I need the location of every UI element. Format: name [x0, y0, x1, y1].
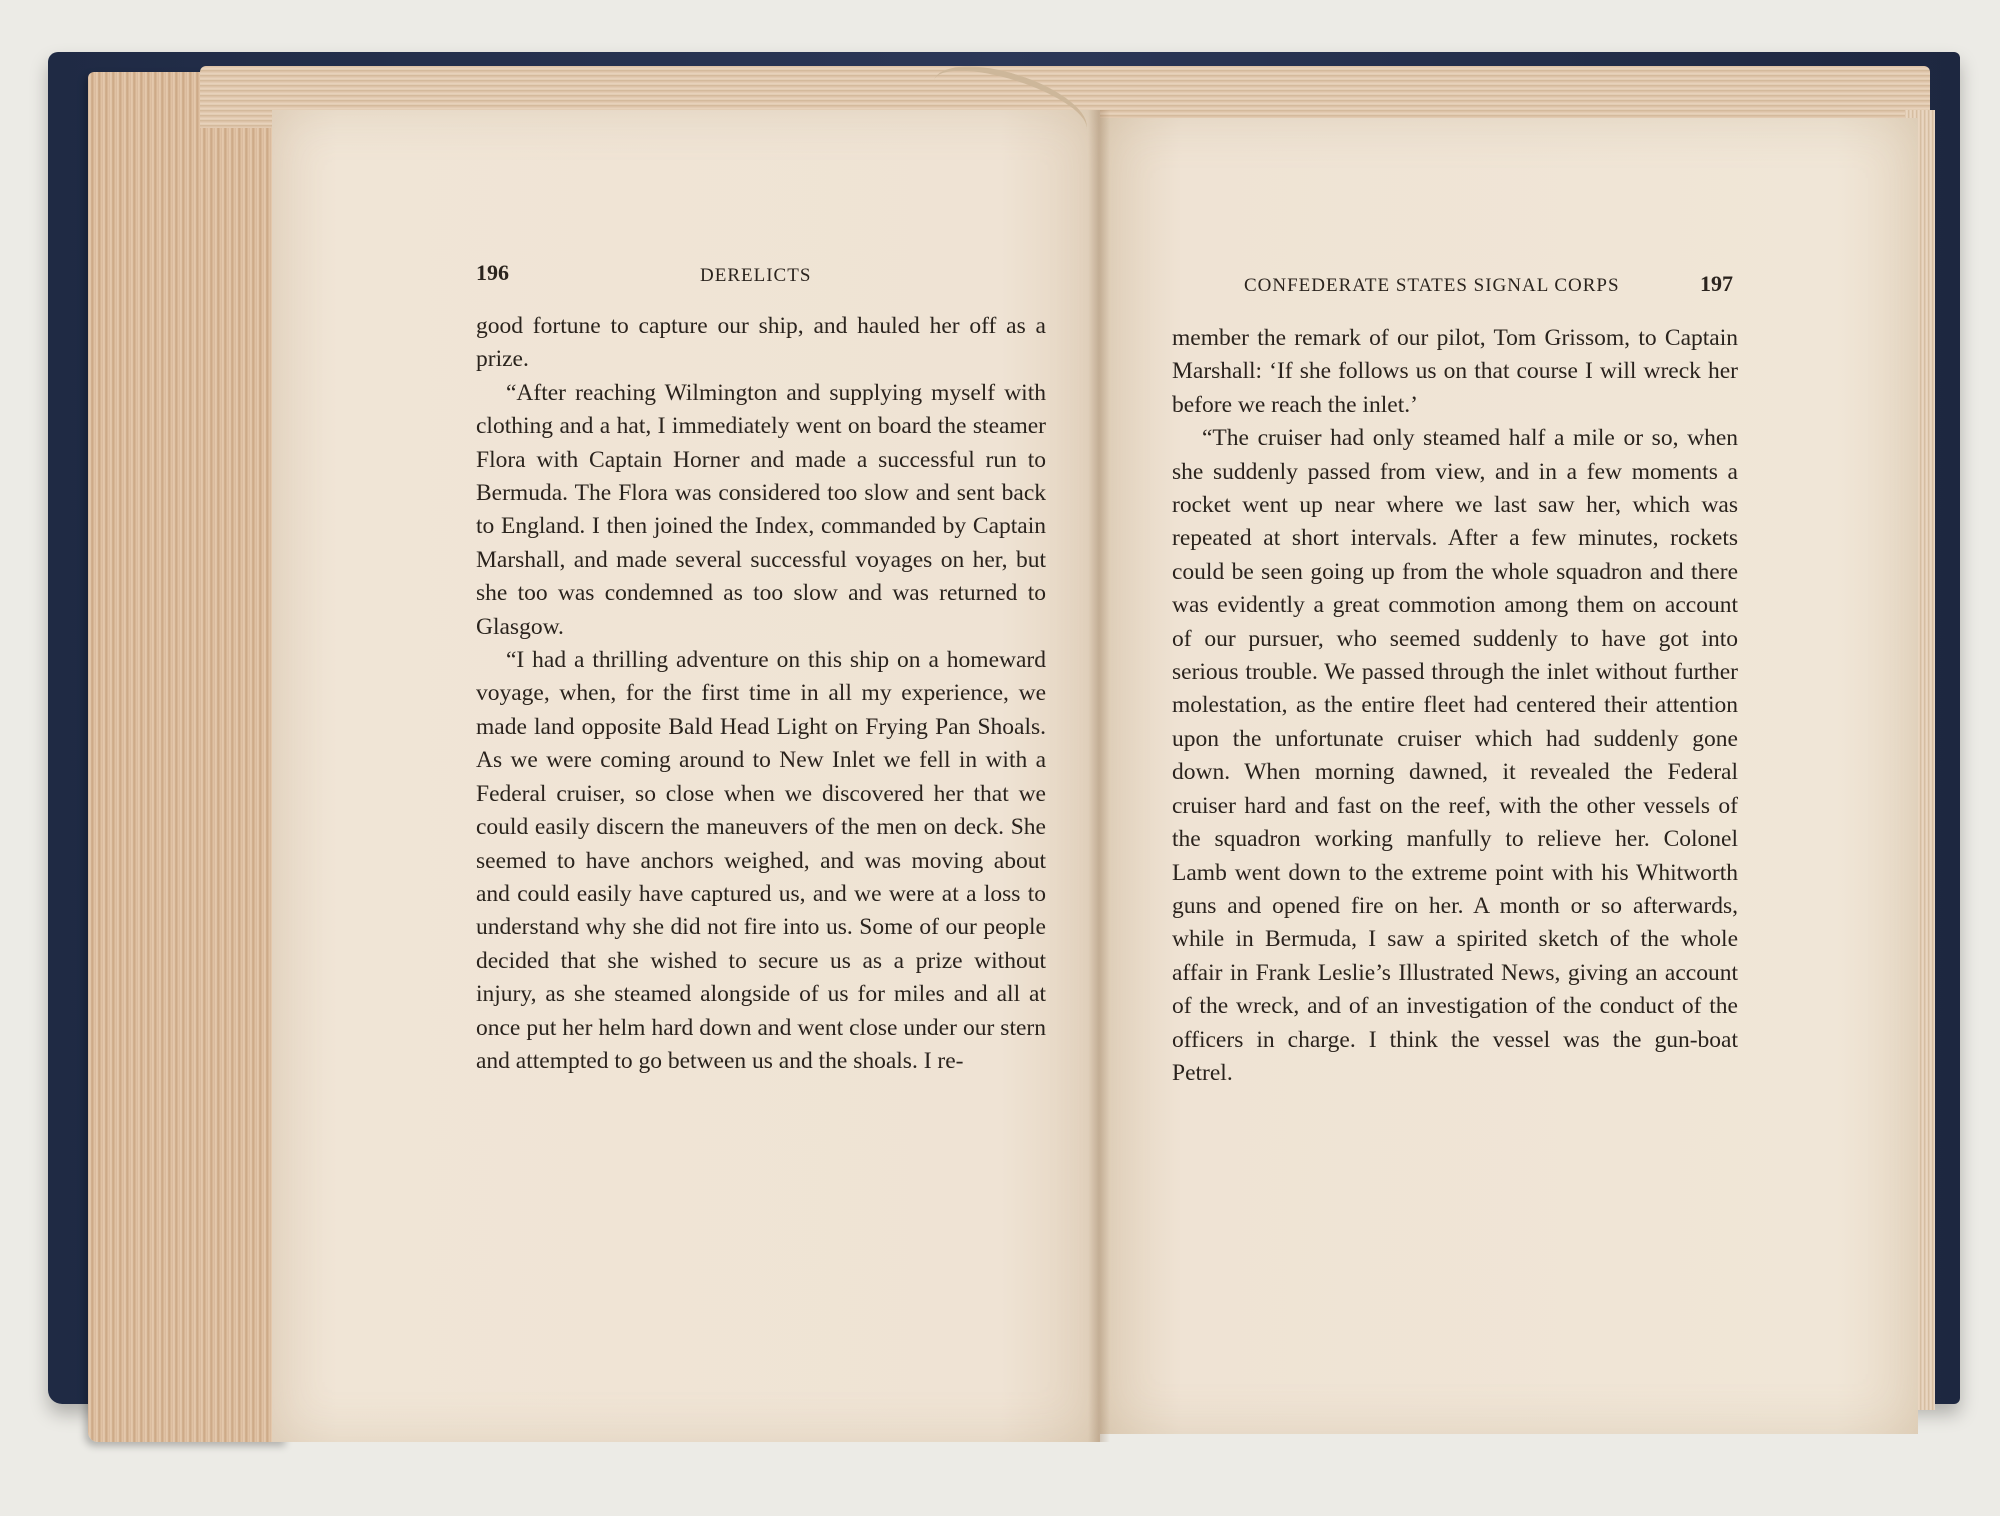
page-number-right: 197 — [1700, 271, 1733, 296]
running-head-right: CONFEDERATE STATES SIGNAL CORPS — [1244, 275, 1620, 296]
paragraph: good fortune to capture our ship, and hauled her off as a prize. — [476, 313, 1046, 373]
left-page-text — [476, 310, 1046, 1078]
page-number-left: 196 — [476, 260, 509, 285]
left-page — [272, 110, 1100, 1442]
right-page — [1100, 118, 1918, 1434]
right-page-text — [1172, 322, 1738, 1090]
paragraph: “The cruiser had only steamed half a mile or so, when she suddenly passed from view, and in a few moments a rocket went up near where we last saw her, which was repeated at short intervals. After a few minutes, rockets could be seen going up from the whole squadron and there was evidently a great commotion among them on account of our pursuer, who seemed suddenly to have got into serious trouble. We passed through the inlet without further molestation, as the entire fleet had centered their attention upon the unfortunate cruiser which had suddenly gone down. When morning dawned, it revealed the Federal cruiser hard and fast on the reef, with the other vessels of the squadron working manfully to relieve her. Colonel Lamb went down to the extreme point with his Whitworth guns and opened fire on her. A month or so afterwards, while in Bermuda, I saw a spirited sketch of the whole affair in Frank Leslie’s Illustrated News, giving an account of the wreck, and of an investigation of the conduct of the officers in charge. I think the vessel was the gun-boat Petrel. — [1172, 425, 1738, 1086]
book-gutter — [1088, 110, 1110, 1442]
running-head-left: DERELICTS — [700, 265, 812, 286]
paragraph: member the remark of our pilot, Tom Grissom, to Captain Marshall: ‘If she follows us on that course I will wreck her before we reach the inlet.’ — [1172, 325, 1738, 418]
page-edges-left — [88, 72, 288, 1442]
paragraph: “I had a thrilling adventure on this ship on a homeward voyage, when, for the first time in all my experience, we made land opposite Bald Head Light on Frying Pan Shoals. As we were coming around to New Inlet we fell in with a Federal cruiser, so close when we discovered her that we could easily discern the maneuvers of the men on deck. She seemed to have anchors weighed, and was moving about and could easily have captured us, and we were at a loss to understand why she did not fire into us. Some of our people decided that she wished to secure us as a prize without injury, as she steamed alongside of us for miles and all at once put her helm hard down and went close under our stern and attempted to go between us and the shoals. I re- — [476, 647, 1046, 1074]
paragraph: “After reaching Wilmington and supplying myself with clothing and a hat, I immediately went on board the steamer Flora with Captain Horner and made a successful run to Bermuda. The Flora was considered too slow and sent back to England. I then joined the Index, commanded by Captain Marshall, and made several successful voyages on her, but she too was condemned as too slow and was returned to Glasgow. — [476, 379, 1046, 640]
